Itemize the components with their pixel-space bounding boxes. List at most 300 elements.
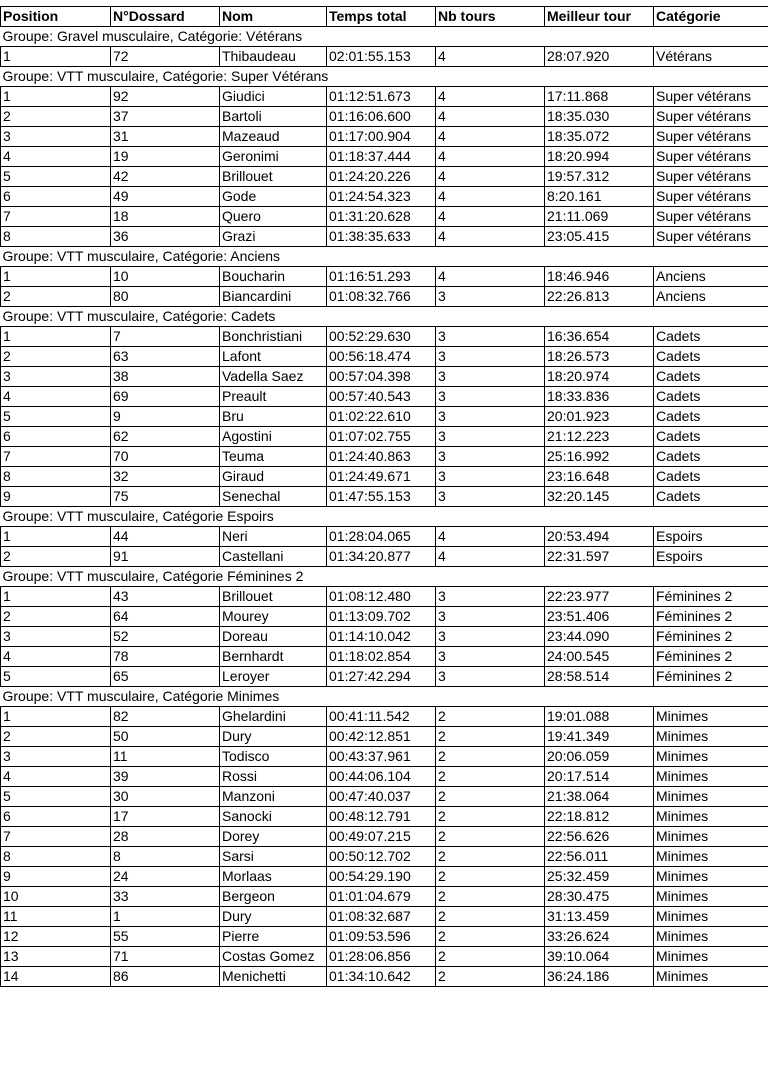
cell-bib: 70 [111, 447, 220, 467]
group-title: Groupe: VTT musculaire, Catégorie Minimes [1, 687, 768, 707]
cell-bib: 55 [111, 927, 220, 947]
cell-best-lap: 23:16.648 [545, 467, 654, 487]
cell-laps: 2 [436, 907, 545, 927]
cell-laps: 3 [436, 447, 545, 467]
cell-total-time: 01:24:20.226 [327, 167, 436, 187]
table-row [1, 147, 768, 167]
cell-total-time: 00:57:04.398 [327, 367, 436, 387]
cell-name: Teuma [220, 447, 327, 467]
cell-bib: 75 [111, 487, 220, 507]
cell-position: 2 [1, 727, 111, 747]
cell-total-time: 01:17:00.904 [327, 127, 436, 147]
cell-name: Rossi [220, 767, 327, 787]
cell-category: Cadets [654, 347, 768, 367]
cell-position: 3 [1, 127, 111, 147]
header-category: Catégorie [654, 7, 768, 27]
cell-name: Geronimi [220, 147, 327, 167]
cell-position: 14 [1, 967, 111, 987]
cell-category: Super vétérans [654, 207, 768, 227]
cell-position: 1 [1, 47, 111, 67]
cell-name: Grazi [220, 227, 327, 247]
group-header-row [1, 507, 768, 527]
cell-position: 1 [1, 707, 111, 727]
cell-laps: 3 [436, 587, 545, 607]
cell-bib: 36 [111, 227, 220, 247]
cell-total-time: 01:16:51.293 [327, 267, 436, 287]
cell-total-time: 01:47:55.153 [327, 487, 436, 507]
cell-best-lap: 16:36.654 [545, 327, 654, 347]
cell-position: 8 [1, 847, 111, 867]
cell-position: 1 [1, 267, 111, 287]
cell-bib: 39 [111, 767, 220, 787]
cell-best-lap: 23:44.090 [545, 627, 654, 647]
cell-best-lap: 18:26.573 [545, 347, 654, 367]
cell-total-time: 01:18:02.854 [327, 647, 436, 667]
cell-best-lap: 21:12.223 [545, 427, 654, 447]
cell-total-time: 00:44:06.104 [327, 767, 436, 787]
cell-name: Giudici [220, 87, 327, 107]
cell-bib: 80 [111, 287, 220, 307]
table-row [1, 127, 768, 147]
table-row [1, 427, 768, 447]
header-position: Position [1, 7, 111, 27]
cell-bib: 37 [111, 107, 220, 127]
cell-laps: 4 [436, 527, 545, 547]
cell-position: 11 [1, 907, 111, 927]
cell-name: Todisco [220, 747, 327, 767]
group-header-row [1, 567, 768, 587]
cell-position: 2 [1, 347, 111, 367]
cell-category: Minimes [654, 867, 768, 887]
cell-bib: 44 [111, 527, 220, 547]
cell-best-lap: 20:01.923 [545, 407, 654, 427]
cell-best-lap: 20:17.514 [545, 767, 654, 787]
cell-best-lap: 18:20.994 [545, 147, 654, 167]
cell-name: Bergeon [220, 887, 327, 907]
cell-category: Vétérans [654, 47, 768, 67]
cell-total-time: 00:50:12.702 [327, 847, 436, 867]
cell-position: 10 [1, 887, 111, 907]
cell-bib: 63 [111, 347, 220, 367]
cell-name: Gode [220, 187, 327, 207]
cell-total-time: 01:24:40.863 [327, 447, 436, 467]
cell-laps: 3 [436, 287, 545, 307]
cell-name: Thibaudeau [220, 47, 327, 67]
group-header-row [1, 67, 768, 87]
cell-laps: 4 [436, 547, 545, 567]
cell-name: Bartoli [220, 107, 327, 127]
cell-category: Super vétérans [654, 227, 768, 247]
cell-category: Cadets [654, 427, 768, 447]
cell-position: 9 [1, 487, 111, 507]
cell-position: 8 [1, 227, 111, 247]
cell-category: Minimes [654, 787, 768, 807]
header-bib: N°Dossard [111, 7, 220, 27]
table-row [1, 887, 768, 907]
cell-name: Manzoni [220, 787, 327, 807]
table-row [1, 267, 768, 287]
table-row [1, 707, 768, 727]
cell-name: Neri [220, 527, 327, 547]
cell-best-lap: 22:31.597 [545, 547, 654, 567]
table-row [1, 387, 768, 407]
cell-laps: 4 [436, 267, 545, 287]
cell-name: Bernhardt [220, 647, 327, 667]
cell-laps: 3 [436, 427, 545, 447]
cell-bib: 65 [111, 667, 220, 687]
cell-position: 6 [1, 427, 111, 447]
cell-bib: 92 [111, 87, 220, 107]
cell-name: Vadella Saez [220, 367, 327, 387]
table-row [1, 167, 768, 187]
cell-laps: 4 [436, 87, 545, 107]
cell-position: 9 [1, 867, 111, 887]
cell-name: Boucharin [220, 267, 327, 287]
cell-bib: 32 [111, 467, 220, 487]
table-row [1, 547, 768, 567]
table-row [1, 607, 768, 627]
cell-laps: 2 [436, 767, 545, 787]
cell-bib: 42 [111, 167, 220, 187]
cell-category: Minimes [654, 727, 768, 747]
cell-position: 1 [1, 327, 111, 347]
cell-category: Minimes [654, 847, 768, 867]
table-row [1, 807, 768, 827]
table-row [1, 587, 768, 607]
cell-position: 1 [1, 527, 111, 547]
cell-total-time: 00:54:29.190 [327, 867, 436, 887]
cell-laps: 2 [436, 787, 545, 807]
table-row [1, 627, 768, 647]
cell-name: Dury [220, 727, 327, 747]
cell-best-lap: 18:20.974 [545, 367, 654, 387]
cell-bib: 69 [111, 387, 220, 407]
cell-name: Quero [220, 207, 327, 227]
cell-total-time: 00:42:12.851 [327, 727, 436, 747]
cell-category: Cadets [654, 487, 768, 507]
cell-category: Minimes [654, 907, 768, 927]
cell-name: Doreau [220, 627, 327, 647]
cell-total-time: 01:13:09.702 [327, 607, 436, 627]
cell-total-time: 00:43:37.961 [327, 747, 436, 767]
cell-bib: 50 [111, 727, 220, 747]
cell-bib: 71 [111, 947, 220, 967]
cell-laps: 2 [436, 947, 545, 967]
cell-total-time: 01:24:49.671 [327, 467, 436, 487]
cell-name: Menichetti [220, 967, 327, 987]
cell-category: Féminines 2 [654, 607, 768, 627]
cell-category: Minimes [654, 927, 768, 947]
cell-bib: 31 [111, 127, 220, 147]
cell-total-time: 01:09:53.596 [327, 927, 436, 947]
cell-bib: 30 [111, 787, 220, 807]
cell-laps: 2 [436, 807, 545, 827]
cell-total-time: 01:34:10.642 [327, 967, 436, 987]
cell-category: Minimes [654, 707, 768, 727]
table-row [1, 787, 768, 807]
cell-total-time: 01:14:10.042 [327, 627, 436, 647]
table-row [1, 487, 768, 507]
cell-laps: 4 [436, 147, 545, 167]
cell-laps: 2 [436, 747, 545, 767]
cell-total-time: 02:01:55.153 [327, 47, 436, 67]
cell-best-lap: 22:23.977 [545, 587, 654, 607]
cell-category: Super vétérans [654, 147, 768, 167]
cell-category: Super vétérans [654, 87, 768, 107]
cell-total-time: 00:57:40.543 [327, 387, 436, 407]
results-table [0, 6, 768, 987]
cell-total-time: 00:49:07.215 [327, 827, 436, 847]
group-title: Groupe: VTT musculaire, Catégorie: Super Vétérans [1, 67, 768, 87]
cell-category: Anciens [654, 287, 768, 307]
cell-category: Minimes [654, 807, 768, 827]
cell-total-time: 01:08:32.766 [327, 287, 436, 307]
cell-best-lap: 19:01.088 [545, 707, 654, 727]
cell-bib: 62 [111, 427, 220, 447]
cell-laps: 3 [436, 647, 545, 667]
cell-name: Preault [220, 387, 327, 407]
table-row [1, 727, 768, 747]
cell-total-time: 01:12:51.673 [327, 87, 436, 107]
cell-bib: 1 [111, 907, 220, 927]
cell-laps: 3 [436, 467, 545, 487]
cell-best-lap: 24:00.545 [545, 647, 654, 667]
header-row [1, 7, 768, 27]
cell-position: 1 [1, 87, 111, 107]
cell-total-time: 01:24:54.323 [327, 187, 436, 207]
cell-laps: 3 [436, 627, 545, 647]
cell-category: Cadets [654, 327, 768, 347]
cell-name: Brillouet [220, 167, 327, 187]
cell-name: Brillouet [220, 587, 327, 607]
table-row [1, 467, 768, 487]
cell-laps: 4 [436, 107, 545, 127]
cell-position: 3 [1, 627, 111, 647]
cell-laps: 3 [436, 327, 545, 347]
cell-position: 4 [1, 647, 111, 667]
cell-best-lap: 18:33.836 [545, 387, 654, 407]
cell-laps: 3 [436, 607, 545, 627]
table-row [1, 407, 768, 427]
cell-laps: 3 [436, 347, 545, 367]
cell-best-lap: 21:38.064 [545, 787, 654, 807]
cell-category: Anciens [654, 267, 768, 287]
cell-bib: 82 [111, 707, 220, 727]
cell-laps: 3 [436, 667, 545, 687]
table-row [1, 287, 768, 307]
table-row [1, 367, 768, 387]
cell-best-lap: 18:46.946 [545, 267, 654, 287]
cell-bib: 18 [111, 207, 220, 227]
cell-laps: 3 [436, 367, 545, 387]
cell-name: Giraud [220, 467, 327, 487]
group-title: Groupe: VTT musculaire, Catégorie: Cadets [1, 307, 768, 327]
cell-bib: 64 [111, 607, 220, 627]
cell-category: Super vétérans [654, 187, 768, 207]
cell-best-lap: 22:18.812 [545, 807, 654, 827]
cell-name: Mourey [220, 607, 327, 627]
cell-best-lap: 18:35.072 [545, 127, 654, 147]
cell-category: Super vétérans [654, 107, 768, 127]
table-row [1, 827, 768, 847]
cell-best-lap: 18:35.030 [545, 107, 654, 127]
cell-bib: 28 [111, 827, 220, 847]
cell-name: Agostini [220, 427, 327, 447]
table-row [1, 87, 768, 107]
cell-position: 7 [1, 827, 111, 847]
cell-laps: 2 [436, 967, 545, 987]
cell-name: Pierre [220, 927, 327, 947]
cell-total-time: 01:07:02.755 [327, 427, 436, 447]
cell-position: 4 [1, 147, 111, 167]
cell-bib: 9 [111, 407, 220, 427]
cell-bib: 7 [111, 327, 220, 347]
cell-bib: 17 [111, 807, 220, 827]
cell-laps: 4 [436, 127, 545, 147]
cell-bib: 8 [111, 847, 220, 867]
table-row [1, 867, 768, 887]
cell-laps: 3 [436, 387, 545, 407]
cell-name: Castellani [220, 547, 327, 567]
table-row [1, 327, 768, 347]
cell-total-time: 01:08:12.480 [327, 587, 436, 607]
cell-laps: 2 [436, 847, 545, 867]
cell-position: 6 [1, 807, 111, 827]
cell-laps: 4 [436, 227, 545, 247]
cell-best-lap: 32:20.145 [545, 487, 654, 507]
cell-best-lap: 21:11.069 [545, 207, 654, 227]
cell-name: Morlaas [220, 867, 327, 887]
cell-total-time: 00:48:12.791 [327, 807, 436, 827]
table-row [1, 447, 768, 467]
header-name: Nom [220, 7, 327, 27]
cell-bib: 11 [111, 747, 220, 767]
header-total-time: Temps total [327, 7, 436, 27]
cell-position: 2 [1, 607, 111, 627]
cell-laps: 4 [436, 207, 545, 227]
cell-bib: 91 [111, 547, 220, 567]
cell-category: Cadets [654, 447, 768, 467]
table-row [1, 47, 768, 67]
cell-bib: 19 [111, 147, 220, 167]
cell-bib: 38 [111, 367, 220, 387]
cell-total-time: 01:28:06.856 [327, 947, 436, 967]
cell-laps: 2 [436, 727, 545, 747]
cell-name: Sarsi [220, 847, 327, 867]
cell-bib: 86 [111, 967, 220, 987]
cell-position: 5 [1, 787, 111, 807]
cell-bib: 33 [111, 887, 220, 907]
table-row [1, 647, 768, 667]
cell-bib: 72 [111, 47, 220, 67]
cell-category: Cadets [654, 407, 768, 427]
cell-name: Ghelardini [220, 707, 327, 727]
cell-laps: 2 [436, 867, 545, 887]
table-row [1, 207, 768, 227]
cell-best-lap: 31:13.459 [545, 907, 654, 927]
group-header-row [1, 247, 768, 267]
cell-bib: 24 [111, 867, 220, 887]
cell-total-time: 00:52:29.630 [327, 327, 436, 347]
cell-position: 3 [1, 367, 111, 387]
cell-bib: 52 [111, 627, 220, 647]
cell-category: Cadets [654, 387, 768, 407]
table-row [1, 107, 768, 127]
cell-best-lap: 19:41.349 [545, 727, 654, 747]
group-header-row [1, 27, 768, 47]
cell-position: 4 [1, 767, 111, 787]
cell-total-time: 01:34:20.877 [327, 547, 436, 567]
cell-name: Bru [220, 407, 327, 427]
table-row [1, 967, 768, 987]
cell-bib: 10 [111, 267, 220, 287]
cell-best-lap: 17:11.868 [545, 87, 654, 107]
group-title: Groupe: Gravel musculaire, Catégorie: Vétérans [1, 27, 768, 47]
cell-position: 1 [1, 587, 111, 607]
cell-category: Cadets [654, 467, 768, 487]
cell-category: Espoirs [654, 547, 768, 567]
cell-total-time: 00:56:18.474 [327, 347, 436, 367]
cell-best-lap: 22:56.626 [545, 827, 654, 847]
cell-laps: 2 [436, 707, 545, 727]
cell-best-lap: 23:05.415 [545, 227, 654, 247]
cell-best-lap: 22:56.011 [545, 847, 654, 867]
cell-total-time: 01:27:42.294 [327, 667, 436, 687]
cell-category: Minimes [654, 747, 768, 767]
cell-position: 12 [1, 927, 111, 947]
cell-total-time: 01:18:37.444 [327, 147, 436, 167]
cell-name: Dury [220, 907, 327, 927]
cell-total-time: 01:16:06.600 [327, 107, 436, 127]
cell-name: Bonchristiani [220, 327, 327, 347]
cell-position: 3 [1, 747, 111, 767]
cell-category: Espoirs [654, 527, 768, 547]
results-body [1, 27, 768, 987]
cell-name: Dorey [220, 827, 327, 847]
cell-name: Biancardini [220, 287, 327, 307]
cell-position: 4 [1, 387, 111, 407]
cell-laps: 2 [436, 827, 545, 847]
cell-total-time: 01:31:20.628 [327, 207, 436, 227]
cell-laps: 3 [436, 407, 545, 427]
cell-name: Lafont [220, 347, 327, 367]
group-header-row [1, 687, 768, 707]
cell-laps: 4 [436, 47, 545, 67]
cell-name: Sanocki [220, 807, 327, 827]
group-title: Groupe: VTT musculaire, Catégorie Féminines 2 [1, 567, 768, 587]
cell-best-lap: 20:06.059 [545, 747, 654, 767]
cell-category: Super vétérans [654, 127, 768, 147]
cell-category: Minimes [654, 947, 768, 967]
cell-best-lap: 36:24.186 [545, 967, 654, 987]
table-row [1, 847, 768, 867]
cell-best-lap: 8:20.161 [545, 187, 654, 207]
cell-position: 13 [1, 947, 111, 967]
cell-bib: 78 [111, 647, 220, 667]
cell-laps: 4 [436, 187, 545, 207]
cell-position: 6 [1, 187, 111, 207]
cell-position: 2 [1, 107, 111, 127]
table-row [1, 527, 768, 547]
cell-best-lap: 23:51.406 [545, 607, 654, 627]
cell-best-lap: 28:58.514 [545, 667, 654, 687]
cell-best-lap: 33:26.624 [545, 927, 654, 947]
cell-category: Super vétérans [654, 167, 768, 187]
header-laps: Nb tours [436, 7, 545, 27]
cell-name: Mazeaud [220, 127, 327, 147]
cell-category: Féminines 2 [654, 627, 768, 647]
cell-category: Minimes [654, 887, 768, 907]
